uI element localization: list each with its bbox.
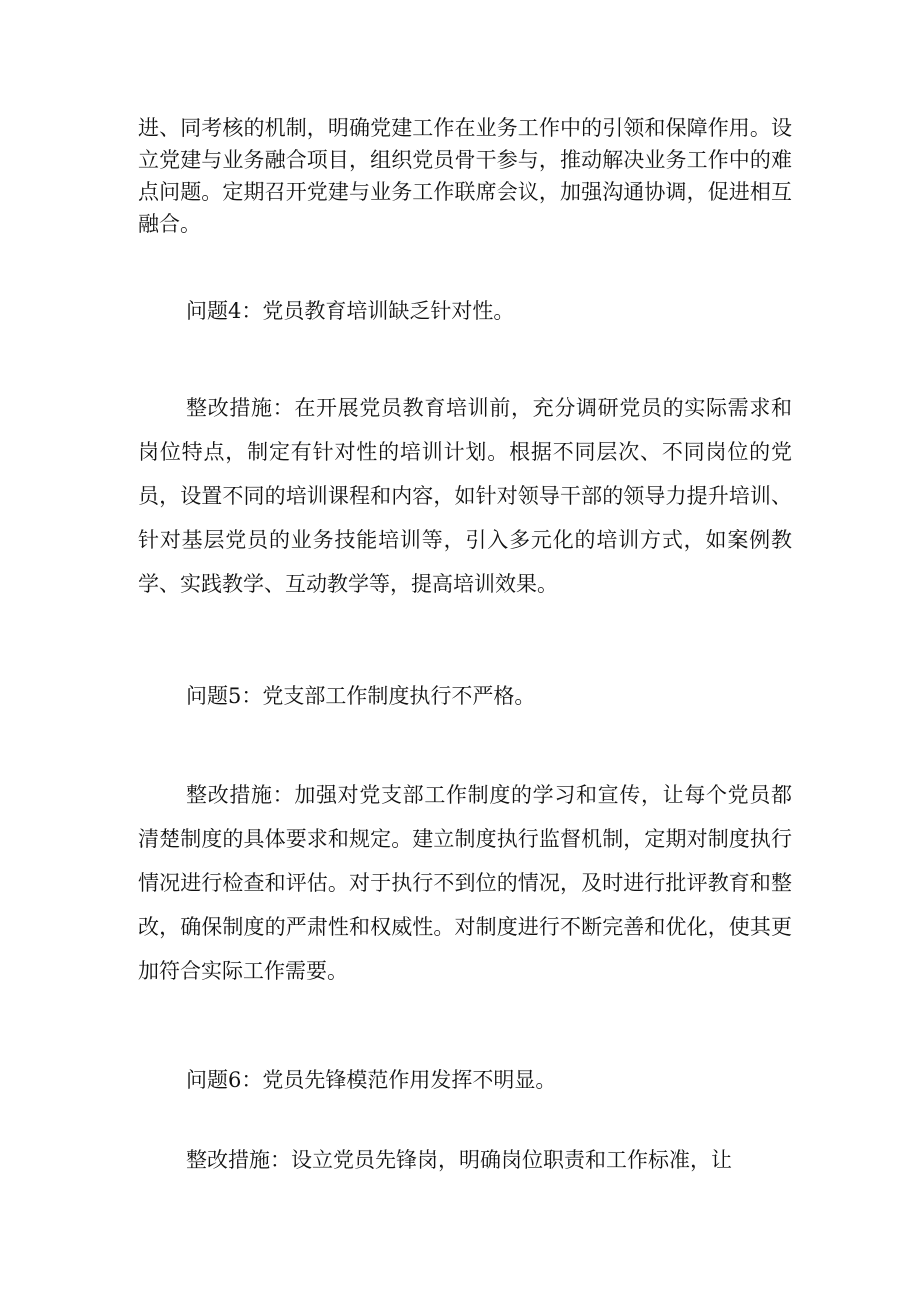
issue-6-heading: 问题6：党员先锋模范作用发挥不明显。 bbox=[186, 1068, 557, 1092]
issue-6-measures: 整改措施：设立党员先锋岗，明确岗位职责和工作标准，让 bbox=[186, 1148, 732, 1172]
issue-5-heading: 问题5：党支部工作制度执行不严格。 bbox=[186, 684, 536, 708]
issue-4-heading: 问题4：党员教育培训缺乏针对性。 bbox=[186, 299, 515, 323]
issue-4-measures: 整改措施：在开展党员教育培训前，充分调研党员的实际需求和岗位特点，制定有针对性的培训计划。根据不同层次、不同岗位的党员，设置不同的培训课程和内容，如针对领导干部的领导力提升培训、针对基层党员的业务技能培训等，引入多元化的培训方式，如案例教学、实践教学、互动教学等，提高培训效果。 bbox=[138, 396, 792, 596]
issue-5-measures: 整改措施：加强对党支部工作制度的学习和宣传，让每个党员都清楚制度的具体要求和规定。建立制度执行监督机制，定期对制度执行情况进行检查和评估。对于执行不到位的情况，及时进行批评教育和整改，确保制度的严肃性和权威性。对制度进行不断完善和优化，使其更加符合实际工作需要。 bbox=[138, 783, 792, 983]
paragraph-continuation: 进、同考核的机制，明确党建工作在业务工作中的引领和保障作用。设立党建与业务融合项目，组织党员骨干参与，推动解决业务工作中的难点问题。定期召开党建与业务工作联席会议，加强沟通协调，促进相互融合。 bbox=[138, 116, 792, 236]
